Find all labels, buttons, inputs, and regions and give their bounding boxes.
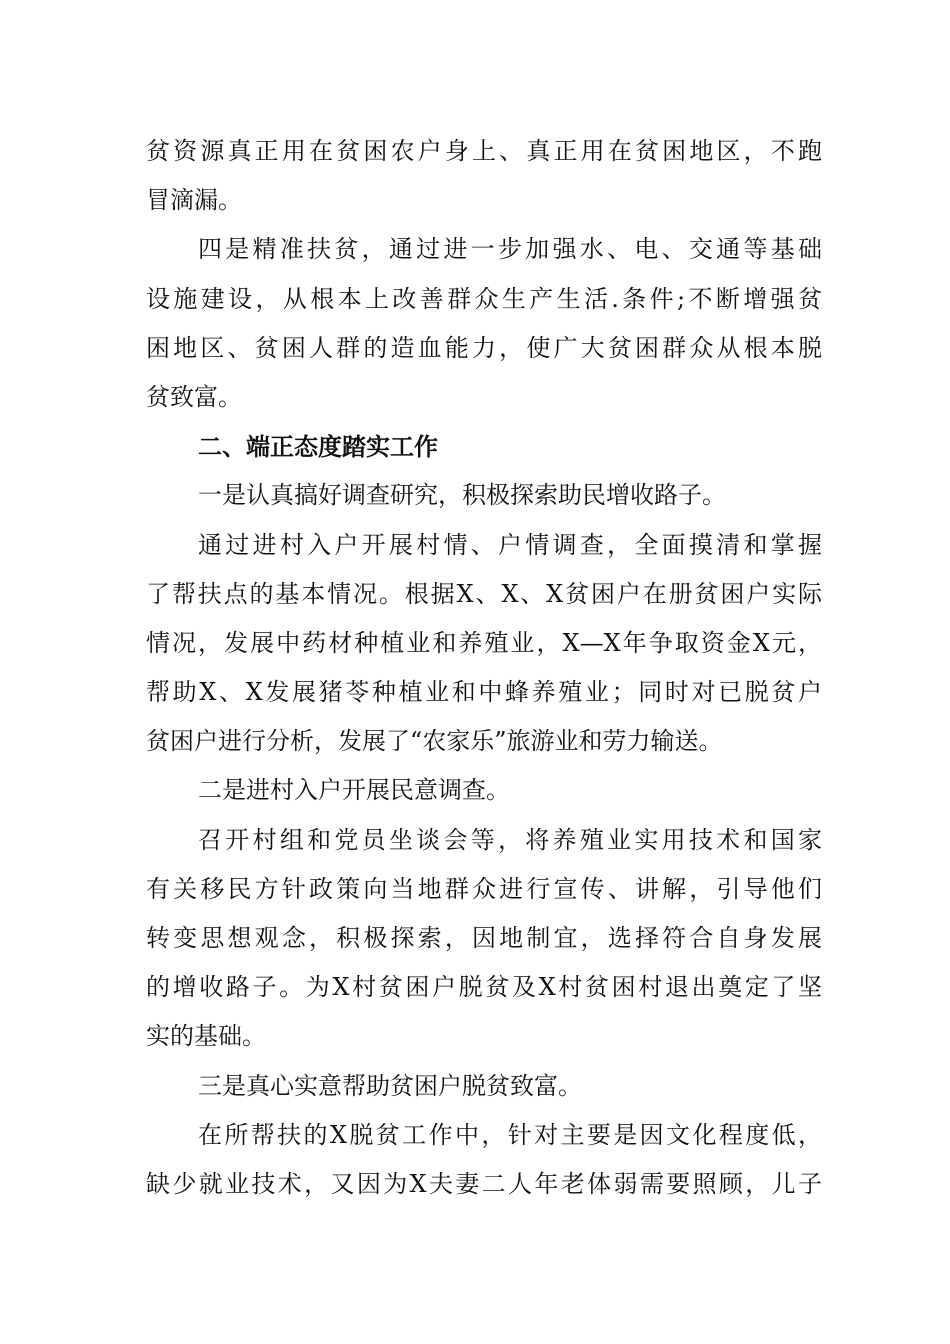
text-line: 冒滴漏。 [146,186,242,215]
text-line: 一是认真搞好调查研究，积极探索助民增收路子。 [198,481,726,510]
text-line: 困地区、贫困人群的造血能力，使广大贫困群众从根本脱 [146,333,822,362]
text-line: 缺少就业技术，又因为X夫妻二人年老体弱需要照顾，儿子 [146,1169,822,1198]
text-line: 帮助X、X发展猪苓种植业和中蜂养殖业；同时对已脱贫户 [146,678,822,707]
text-line: 贫困户进行分析，发展了“农家乐”旅游业和劳力输送。 [146,727,723,756]
section-heading: 二、端正态度踏实工作 [198,432,438,462]
document-page [146,127,822,1209]
text-line: 二是进村入户开展民意调查。 [198,776,510,805]
text-line: 实的基础。 [146,1022,266,1051]
text-line: 了帮扶点的基本情况。根据X、X、X贫困户在册贫困户实际 [146,579,822,608]
text-line: 召开村组和党员坐谈会等，将养殖业实用技术和国家 [198,825,822,854]
text-line: 设施建设，从根本上改善群众生产生活.条件;不断增强贫 [146,284,822,313]
text-line: 情况，发展中药材种植业和养殖业，X—X年争取资金X元， [146,628,822,657]
text-line: 通过进村入户开展村情、户情调查，全面摸清和掌握 [198,530,822,559]
text-line: 三是真心实意帮助贫困户脱贫致富。 [198,1071,582,1100]
text-line: 转变思想观念，积极探索，因地制宜，选择符合自身发展 [146,924,822,952]
text-line: 贫致富。 [146,382,242,411]
text-line: 贫资源真正用在贫困农户身上、真正用在贫困地区，不跑 [146,137,822,165]
text-line: 的增收路子。为X村贫困户脱贫及X村贫困村退出奠定了坚 [146,973,822,1002]
text-line: 在所帮扶的X脱贫工作中，针对主要是因文化程度低， [198,1120,822,1149]
text-line: 有关移民方针政策向当地群众进行宣传、讲解，引导他们 [146,874,822,903]
text-line: 四是精准扶贫，通过进一步加强水、电、交通等基础 [198,235,822,264]
